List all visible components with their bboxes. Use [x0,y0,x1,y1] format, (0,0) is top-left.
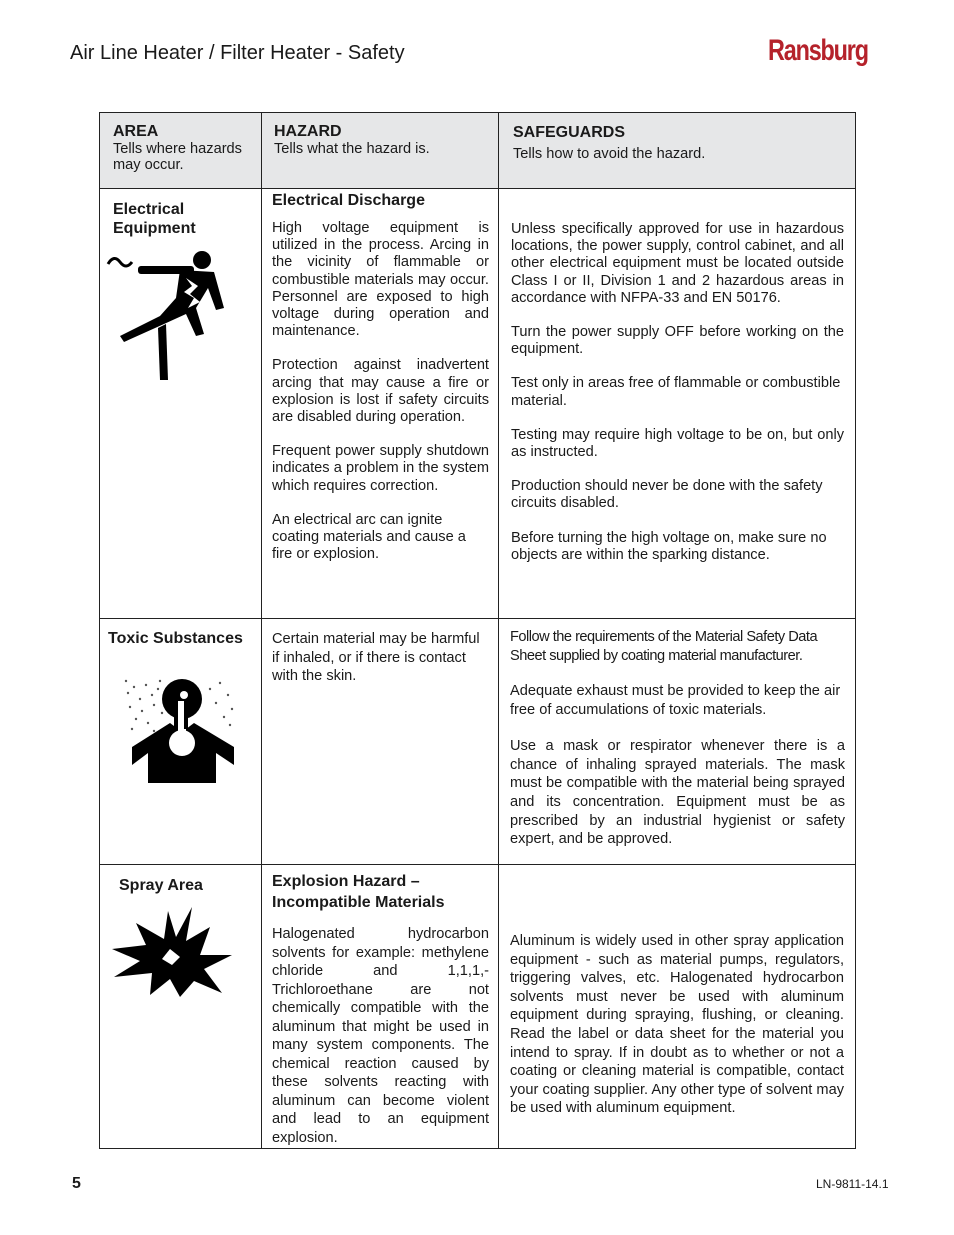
header-area [113,122,258,173]
hazard-toxic [272,630,489,703]
brand-logo: Ransburg [768,34,868,67]
hazard-spray [272,871,489,1164]
column-divider [261,113,262,1148]
header-safeguards [513,123,843,162]
header-hazard-title: HAZARD [274,123,342,140]
document-code: LN-9811-14.1 [816,1177,889,1191]
toxic-inhalation-icon [120,673,240,785]
hazard-paragraph: Protection against inadvertent arcing that may cause a fire or explosion is lost if safety circuits are disabled during operation. [272,357,489,426]
hazard-title-spray: Explosion Hazard – Incompatible Materials [272,873,445,911]
area-spray-area: Spray Area [119,877,203,894]
hazard-paragraph: Certain material may be harmful if inhaled, or if there is contact with the skin. [272,631,480,684]
header-safeguards-subtitle: Tells how to avoid the hazard. [513,146,706,162]
header-hazard [274,122,494,157]
hazard-paragraph: Halogenated hydrocarbon solvents for example: methylene chloride and 1,1,1,-Trichloroethane are not chemically compatible with the aluminum that might be used in many system components. The chemical reaction caused by these solvents reacting with aluminum can become violent and lead to an equipment explosion. [272,926,489,1146]
hazard-title-electrical: Electrical Discharge [272,192,425,209]
safeguard-paragraph: Use a mask or respirator whenever there is a chance of inhaling sprayed materials. The mask must be compatible with the material being sprayed and its concentration. Equipment must be as prescribed by an industrial hygienist or safety expert, and be approved. [510,737,845,848]
safeguard-paragraph: Adequate exhaust must be provided to keep the air free of accumulations of toxic materials. [510,683,841,719]
safeguards-electrical [511,221,844,581]
hazard-paragraph: Frequent power supply shutdown indicates a problem in the system which requires correction. [272,443,489,494]
safeguard-paragraph: Test only in areas free of flammable or combustible material. [511,375,841,409]
safeguard-paragraph: Turn the power supply OFF before working on the equipment. [511,324,844,358]
area-electrical-equipment: Electrical Equipment [113,201,196,237]
electrical-shock-icon [104,250,244,385]
safeguard-paragraph: Follow the requirements of the Material Safety Data Sheet supplied by coating material manufacturer. [510,629,818,664]
hazard-paragraph: An electrical arc can ignite coating materials and cause a fire or explosion. [272,511,466,563]
safeguard-paragraph: Production should never be done with the safety circuits disabled. [511,478,823,512]
safeguard-paragraph: Aluminum is widely used in other spray application equipment - such as material pumps, regulators, triggering valves, etc. Halogenated hydrocarbon solvents must never be used with aluminum equipment during spraying, flushing, or cleaning. Read the label or data sheet for the material you intend to spray. If in doubt as to whether or not a coating or cleaning material is compatible, contact your coating supplier. Any other type of solvent may be used with aluminum equipment. [510,933,844,1117]
page-number: 5 [72,1175,81,1192]
safeguards-toxic [510,628,845,866]
safeguard-paragraph: Before turning the high voltage on, make sure no objects are within the sparking distance. [511,529,827,563]
header-area-subtitle: Tells where hazards may occur. [113,141,242,173]
column-divider [498,113,499,1148]
safeguards-spray [510,932,844,1135]
safeguard-paragraph: Unless specifically approved for use in hazardous locations, the power supply, control cabinet, and all other electrical equipment must be located outside Class I or II, Division 1 and 2 hazardous areas in accordance with NFPA-33 and EN 50176. [511,221,844,306]
hazard-paragraph: High voltage equipment is utilized in the process. Arcing in the vicinity of flammable or combustible materials may occur. Personnel are exposed to high voltage during operation and maintenance. [272,220,489,340]
page-title: Air Line Heater / Filter Heater - Safety [70,42,405,64]
safety-table [99,112,856,1149]
header-safeguards-title: SAFEGUARDS [513,124,626,141]
safeguard-paragraph: Testing may require high voltage to be on, but only as instructed. [511,426,844,461]
header-area-title: AREA [113,123,159,140]
area-toxic-substances: Toxic Substances [108,630,243,647]
explosion-icon [110,905,235,997]
row-divider [100,618,855,619]
header-hazard-subtitle: Tells what the hazard is. [274,141,430,157]
hazard-electrical [272,191,489,580]
